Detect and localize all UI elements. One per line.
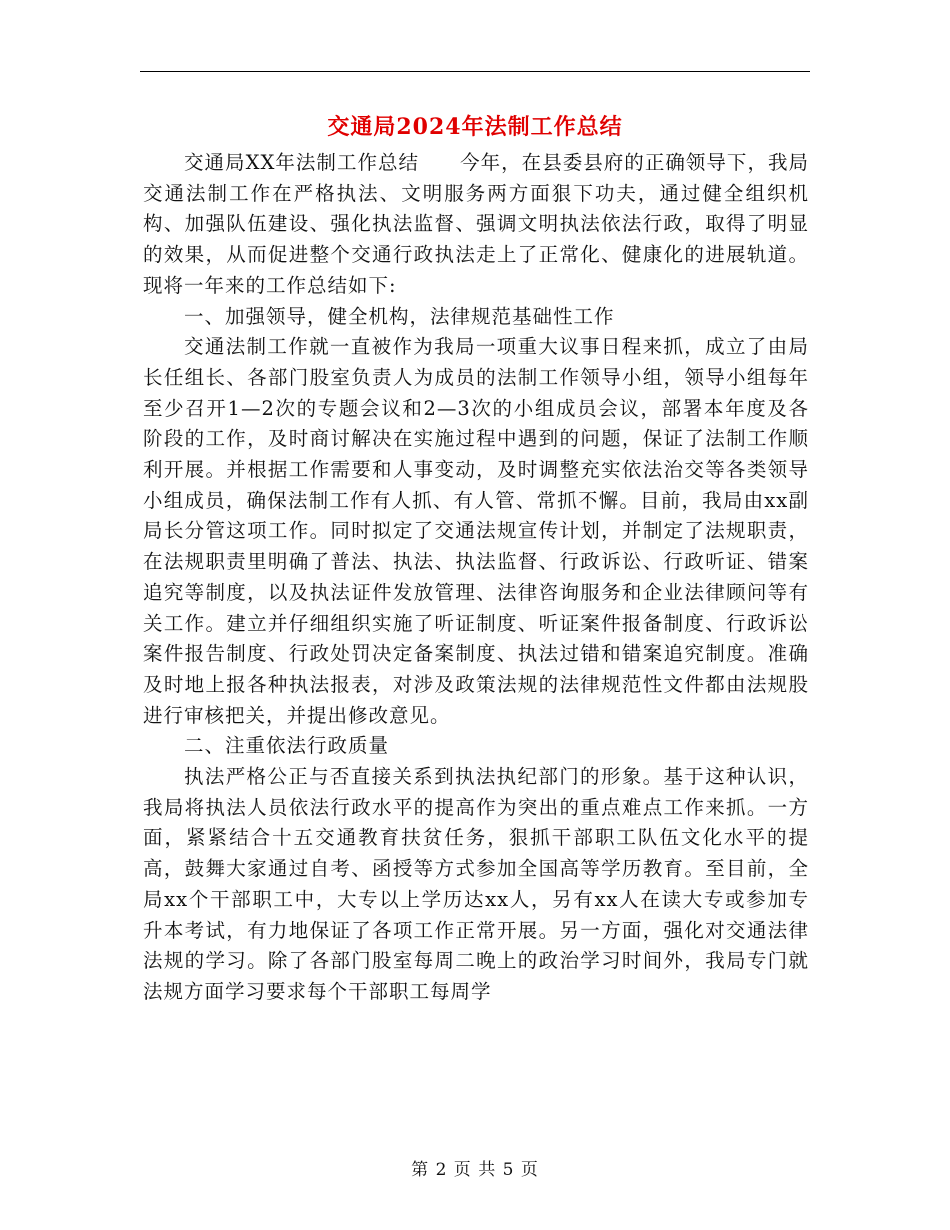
section-heading-1: 一、加强领导，健全机构，法律规范基础性工作	[184, 304, 615, 328]
paragraph-section-1: 交通法制工作就一直被作为我局一项重大议事日程来抓，成立了由局长任组长、各部门股室负责人为成员的法制工作领导小组，领导小组每年至少召开1—2次的专题会议和2—3次的小组成员会议，部署本年度及各阶段的工作，及时商讨解决在实施过程中遇到的问题，保证了法制工作顺利开展。并根据工作需要和人事变动，及时调整充实依法治交等各类领导小组成员，确保法制工作有人抓、有人管、常抓不懈。目前，我局由xx副局长分管这项工作。同时拟定了交通法规宣传计划，并制定了法规职责，在法规职责里明确了普法、执法、执法监督、行政诉讼、行政听证、错案追究等制度，以及执法证件发放管理、法律咨询服务和企业法律顾问等有关工作。建立并仔细组织实施了听证制度、听证案件报备制度、行政诉讼案件报告制度、行政处罚决定备案制度、执法过错和错案追究制度。准确及时地上报各种执法报表，对涉及政策法规的法律规范性文件都由法规股进行审核把关，并提出修改意见。	[143, 335, 809, 727]
paragraph-section-2: 执法严格公正与否直接关系到执法执纪部门的形象。基于这种认识，我局将执法人员依法行政水平的提高作为突出的重点难点工作来抓。一方面，紧紧结合十五交通教育扶贫任务，狠抓干部职工队伍文化水平的提高，鼓舞大家通过自考、函授等方式参加全国高等学历教育。至目前，全局xx个干部职工中，大专以上学历达xx人，另有xx人在读大专或参加专升本考试，有力地保证了各项工作正常开展。另一方面，强化对交通法律法规的学习。除了各部门股室每周二晚上的政治学习时间外，我局专门就法规方面学习要求每个干部职工每周学	[143, 765, 809, 1003]
document-title: 交通局2024年法制工作总结	[327, 114, 623, 140]
header-rule	[140, 71, 810, 72]
section-heading-2: 二、注重依法行政质量	[184, 734, 390, 758]
page-number-footer: 第 2 页 共 5 页	[411, 1160, 539, 1180]
paragraph-intro: 交通局XX年法制工作总结 今年，在县委县府的正确领导下，我局交通法制工作在严格执法、文明服务两方面狠下功夫，通过健全组织机构、加强队伍建设、强化执法监督、强调文明执法依法行政，取得了明显的效果，从而促进整个交通行政执法走上了正常化、健康化的进展轨道。现将一年来的工作总结如下:	[143, 151, 809, 297]
document-body	[143, 148, 809, 1008]
